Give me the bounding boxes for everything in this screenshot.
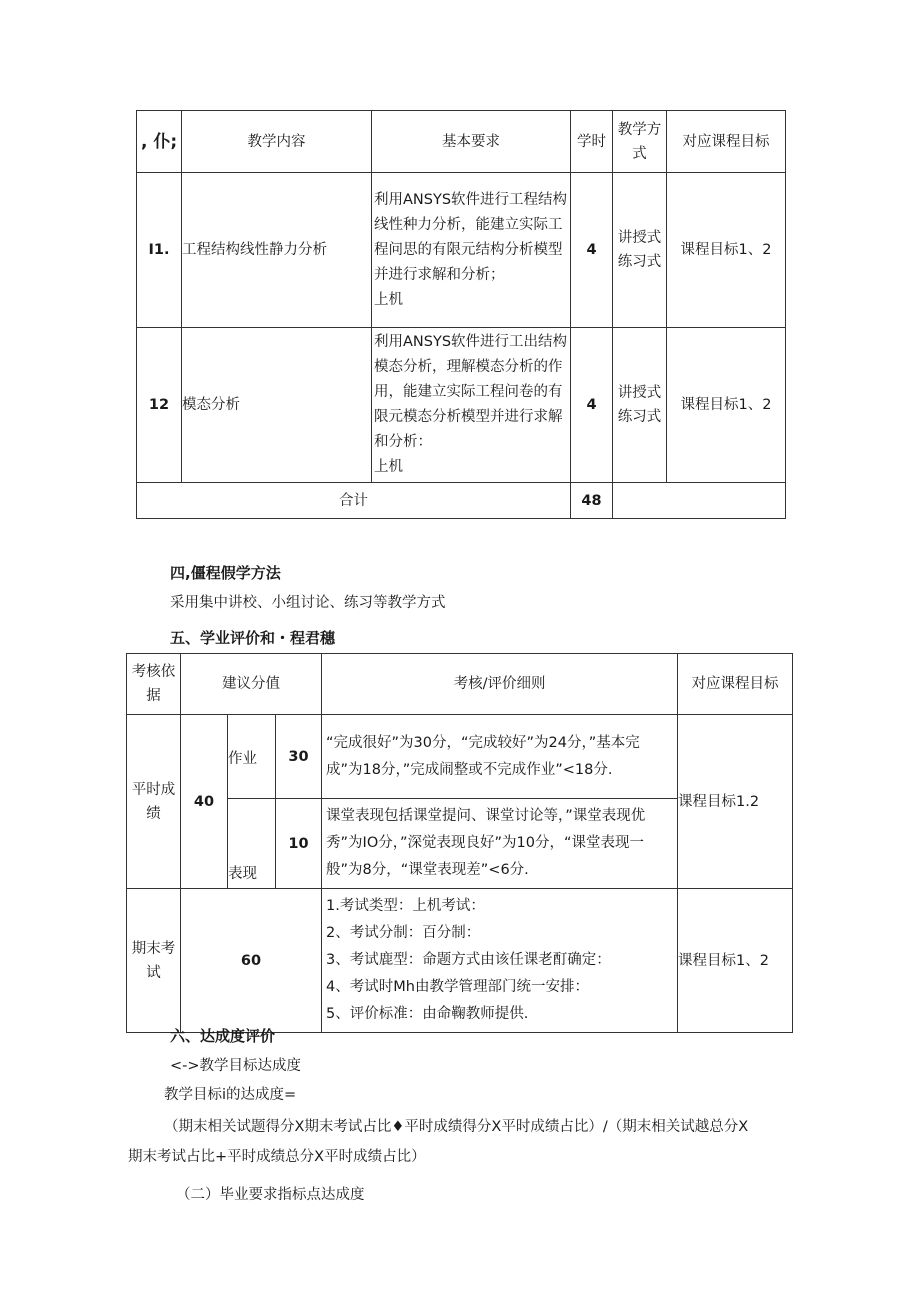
header-content: 教学内容: [182, 111, 372, 173]
final-rule-item: 2、考试分制：百分制：: [326, 925, 481, 941]
header-index: , 仆;: [137, 111, 182, 173]
header-goal: 对应课程目标: [678, 654, 793, 715]
table-row: [137, 173, 786, 328]
row-hours: 4: [571, 173, 613, 328]
row-content: 工程结构线性静力分析: [182, 173, 372, 328]
total-hours: 48: [571, 483, 613, 519]
total-row: [137, 483, 786, 519]
homework-score: 30: [276, 715, 322, 799]
header-hours: 学时: [571, 111, 613, 173]
section6-sub1: <->教学目标达成度: [170, 1058, 302, 1074]
formula-line1: （期末相关试题得分X期末考试占比♦平时成绩得分X平时成绩占比）/（期末相关试越总分X: [164, 1119, 749, 1135]
row-goal: 课程目标1、2: [667, 173, 786, 328]
header-score: 建议分值: [181, 654, 322, 715]
section6-heading: 六、达成度评价: [170, 1027, 276, 1045]
header-rules: 考核/评价细则: [322, 654, 678, 715]
final-label: 期末考试: [127, 889, 181, 1033]
final-rule-item: 3、考试鹿型：命题方式由该任课老酊确定：: [326, 952, 611, 968]
performance-score: 10: [276, 799, 322, 889]
usual-goal: 课程目标1.2: [678, 715, 793, 889]
row-method: 讲授式练习式: [613, 173, 667, 328]
section4-text: 采用集中讲校、小组讨论、练习等教学方式: [170, 595, 446, 611]
section5-heading: 五、学业评价和・程君穗: [170, 629, 336, 647]
usual-score: 40: [181, 715, 228, 889]
row-content: 模态分析: [182, 328, 372, 483]
content-table: [136, 110, 786, 519]
performance-label: 表现: [228, 799, 276, 889]
homework-label: 作业: [228, 715, 276, 799]
header-requirement: 基本要求: [372, 111, 571, 173]
homework-rule: “完成很好”为30分，“完成较好”为24分，”基本完成”为18分，”完成闹整或不完成作业”<18分.: [322, 715, 678, 799]
usual-label: 平时成绩: [127, 715, 181, 889]
final-rule-item: 5、评价标准：由命鞠教师提供.: [326, 1006, 529, 1022]
header-goal: 对应课程目标: [667, 111, 786, 173]
table-row: [137, 328, 786, 483]
assessment-header: [127, 654, 793, 715]
formula-label: 教学目标i的达成度=: [164, 1087, 297, 1103]
table-row: [127, 715, 793, 799]
section6-sub2: （二）毕业要求指标点达成度: [176, 1187, 365, 1203]
section4-heading: 四,僵程假学方法: [170, 564, 281, 582]
row-method: 讲授式练习式: [613, 328, 667, 483]
formula-line2: 期末考试占比+平时成绩总分X平时成绩占比）: [128, 1149, 426, 1165]
total-label: 合计: [137, 483, 571, 519]
final-rule-item: 4、考试时Mh由教学管理部门统一安排：: [326, 979, 589, 995]
assessment-table: [126, 653, 793, 1033]
row-index: 12: [137, 328, 182, 483]
row-requirement: 利用ANSYS软件进行工出结构模态分析，理解模态分析的作用，能建立实际工程问卷的有限元模态分析模型并进行求解和分析： 上机: [372, 328, 571, 483]
header-method: 教学方式: [613, 111, 667, 173]
row-hours: 4: [571, 328, 613, 483]
performance-rule: 课堂表现包括课堂提问、课堂讨论等，”课堂表现优秀”为IO分，”深觉表现良好”为10分，“课堂表现一般”为8分，“课堂表现差”<6分.: [322, 799, 678, 889]
content-table-header: [137, 111, 786, 173]
header-basis: 考核依据: [127, 654, 181, 715]
row-goal: 课程目标1、2: [667, 328, 786, 483]
table-row: [127, 889, 793, 1033]
final-rules: [322, 889, 678, 1033]
total-empty: [613, 483, 786, 519]
final-score: 60: [181, 889, 322, 1033]
row-index: I1.: [137, 173, 182, 328]
row-requirement: 利用ANSYS软件进行工程结构线性种力分析，能建立实际工程问思的有限元结构分析模型并进行求解和分析； 上机: [372, 173, 571, 328]
final-rule-item: 1.考试类型：上机考试：: [326, 898, 485, 914]
final-goal: 课程目标1、2: [678, 889, 793, 1033]
